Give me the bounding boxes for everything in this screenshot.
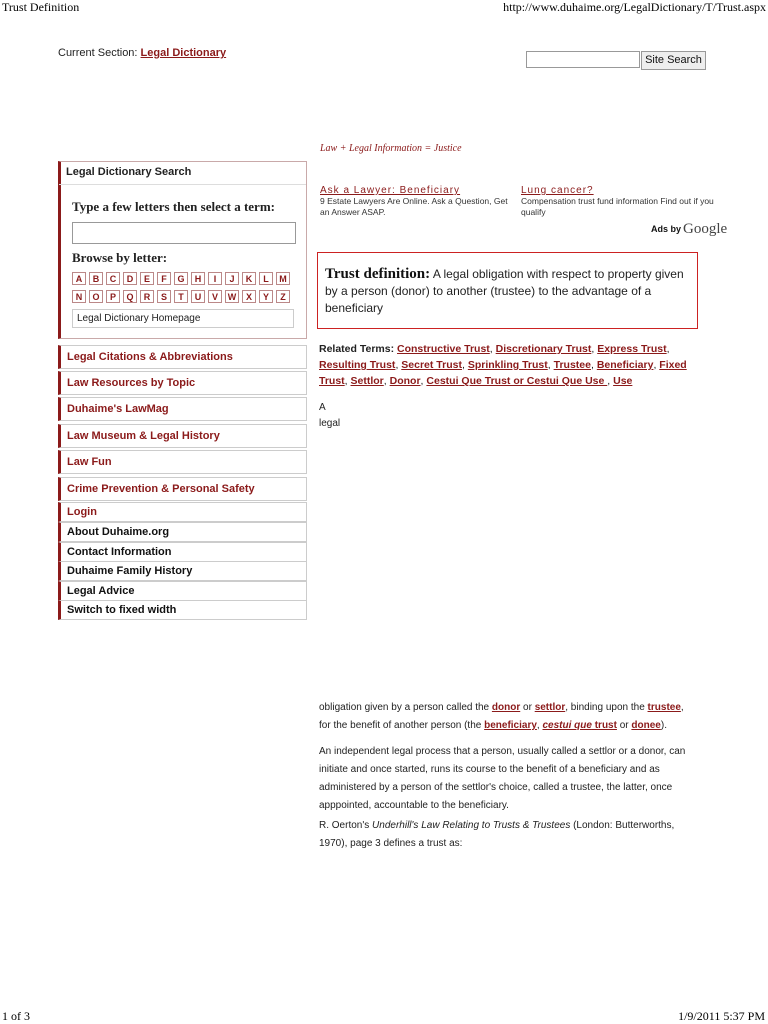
letter-link-n[interactable]: N <box>72 290 86 303</box>
letter-link-x[interactable]: X <box>242 290 256 303</box>
nav-legal-advice[interactable]: Legal Advice <box>58 581 307 601</box>
print-datetime: 1/9/2011 5:37 PM <box>678 1009 765 1023</box>
related-term-link[interactable]: Use <box>613 375 633 387</box>
related-term-link[interactable]: Beneficiary <box>596 359 654 371</box>
related-term-link[interactable]: Fixed Trust <box>319 359 687 387</box>
letter-link-t[interactable]: T <box>174 290 188 303</box>
letter-link-d[interactable]: D <box>123 272 137 285</box>
related-term-link[interactable]: Express Trust <box>597 343 667 355</box>
definition-term: Trust definition: <box>325 266 431 282</box>
type-letters-prompt: Type a few letters then select a term: <box>72 199 275 214</box>
related-term-link[interactable]: Resulting Trust <box>319 359 396 371</box>
current-section-link[interactable]: Legal Dictionary <box>140 47 227 59</box>
book-title: Underhill's Law Relating to Trusts & Trustees <box>372 820 571 831</box>
related-term-link[interactable]: Discretionary Trust <box>495 343 592 355</box>
ad-title[interactable]: Ask a Lawyer: Beneficiary <box>320 185 461 196</box>
letter-link-j[interactable]: J <box>225 272 239 285</box>
body-paragraph-2: An independent legal process that a person, usually called a settlor or a donor, can initiate and once started, runs its course to the benefit of a beneficiary and as administered by a person of the settlor's choice, called a trustee, the latter, once apppointed, accountable to the beneficiary. <box>319 746 686 811</box>
letter-link-u[interactable]: U <box>191 290 205 303</box>
letter-link-q[interactable]: Q <box>123 290 137 303</box>
nav-login[interactable]: Login <box>58 502 307 522</box>
related-terms: Related Terms: Constructive Trust, Discretionary Trust, Express Trust, Resulting Trust, Secret Trust, Sprinkling Trust, Trustee, Beneficiary, Fixed Trust, Settlor, Donor, Cestui Que Trust or Cestui Que Use , Use <box>319 343 687 387</box>
nav-law-fun[interactable]: Law Fun <box>58 450 307 474</box>
related-term-link[interactable]: Cestui Que Trust or Cestui Que Use <box>426 375 608 387</box>
ad-2[interactable] <box>521 185 721 218</box>
text-span: or <box>520 702 535 713</box>
nav-law-museum[interactable]: Law Museum & Legal History <box>58 424 307 448</box>
site-search-input[interactable] <box>526 51 640 68</box>
letter-link-z[interactable]: Z <box>276 290 290 303</box>
text-span: , binding upon the <box>565 702 648 713</box>
nav-fixed-width[interactable]: Switch to fixed width <box>58 600 307 620</box>
ad-text: 9 Estate Lawyers Are Online. Ask a Question, Get an Answer ASAP. <box>320 196 508 217</box>
letter-link-i[interactable]: I <box>208 272 222 285</box>
text-span: R. Oerton's <box>319 820 373 831</box>
nav-lawmag[interactable]: Duhaime's LawMag <box>58 397 307 421</box>
letter-link-k[interactable]: K <box>242 272 256 285</box>
letter-link-s[interactable]: S <box>157 290 171 303</box>
related-term-link[interactable]: Donor <box>389 375 421 387</box>
body-fragment-legal: legal <box>319 418 341 429</box>
text-span: , <box>680 702 684 713</box>
google-logo[interactable]: Google <box>683 221 728 237</box>
current-section-label: Current Section: <box>58 47 138 59</box>
print-page-url: http://www.duhaime.org/LegalDictionary/T/Trust.aspx <box>503 0 766 14</box>
related-term-link[interactable]: Sprinkling Trust <box>467 359 548 371</box>
donee-link[interactable]: donee <box>631 720 661 731</box>
nav-about[interactable]: About Duhaime.org <box>58 522 307 542</box>
trust-link[interactable]: trust <box>591 720 617 731</box>
related-term-link[interactable]: Settlor <box>350 375 384 387</box>
current-section <box>58 47 226 59</box>
letter-link-r[interactable]: R <box>140 290 154 303</box>
tagline: Law + Legal Information = Justice <box>320 143 462 154</box>
site-search-button[interactable]: Site Search <box>641 51 706 70</box>
ad-text: Compensation trust fund information Find out if you qualify <box>521 196 714 217</box>
settlor-link[interactable]: settlor <box>534 702 566 713</box>
divider <box>59 184 306 185</box>
text-span: obligation given by a person called the <box>319 702 492 713</box>
letter-link-l[interactable]: L <box>259 272 273 285</box>
letter-link-f[interactable]: F <box>157 272 171 285</box>
print-page-number: 1 of 3 <box>2 1009 30 1023</box>
text-span: for the benefit of another person (the <box>319 720 485 731</box>
ad-title[interactable]: Lung cancer? <box>521 185 594 196</box>
nav-legal-citations[interactable]: Legal Citations & Abbreviations <box>58 345 307 369</box>
letter-link-y[interactable]: Y <box>259 290 273 303</box>
body-paragraph-1 <box>319 699 704 735</box>
letter-link-g[interactable]: G <box>174 272 188 285</box>
body-fragment-a: A <box>319 402 326 413</box>
nav-crime-prevention[interactable]: Crime Prevention & Personal Safety <box>58 477 307 501</box>
definition-body: A legal obligation with respect to property given by a person (donor) to another (trustee) to the advantage of a beneficiary <box>325 267 684 315</box>
related-term-link[interactable]: Trustee <box>553 359 591 371</box>
beneficiary-link[interactable]: beneficiary <box>484 720 537 731</box>
nav-family-history[interactable]: Duhaime Family History <box>58 561 307 581</box>
text-span: ). <box>660 720 667 731</box>
letter-link-o[interactable]: O <box>89 290 103 303</box>
ads-by-label: Ads by <box>651 224 682 234</box>
body-paragraph-3 <box>319 817 704 853</box>
letter-link-w[interactable]: W <box>225 290 239 303</box>
nav-law-resources[interactable]: Law Resources by Topic <box>58 371 307 395</box>
donor-link[interactable]: donor <box>491 702 521 713</box>
trustee-link[interactable]: trustee <box>647 702 681 713</box>
text-span: , <box>536 720 543 731</box>
letter-link-p[interactable]: P <box>106 290 120 303</box>
related-terms-label: Related Terms: <box>319 343 395 355</box>
text-span: (London: Butterworths, 1970), page 3 defines a trust as: <box>319 820 675 849</box>
letter-link-b[interactable]: B <box>89 272 103 285</box>
browse-by-letter-label: Browse by letter: <box>72 250 168 265</box>
letter-link-v[interactable]: V <box>208 290 222 303</box>
dictionary-homepage-link[interactable]: Legal Dictionary Homepage <box>72 309 294 328</box>
print-page-title: Trust Definition <box>2 0 80 14</box>
text-span: or <box>616 720 632 731</box>
cestui-que-link[interactable]: cestui que <box>542 720 592 731</box>
letter-link-m[interactable]: M <box>276 272 290 285</box>
ad-1[interactable] <box>320 185 515 218</box>
term-search-input[interactable] <box>72 222 296 244</box>
nav-contact[interactable]: Contact Information <box>58 542 307 562</box>
related-term-link[interactable]: Secret Trust <box>401 359 462 371</box>
letter-link-a[interactable]: A <box>72 272 86 285</box>
letter-link-c[interactable]: C <box>106 272 120 285</box>
dictionary-search-title: Legal Dictionary Search <box>66 166 192 178</box>
letter-link-e[interactable]: E <box>140 272 154 285</box>
definition-text <box>325 266 689 317</box>
related-term-link[interactable]: Constructive Trust <box>397 343 490 355</box>
letter-link-h[interactable]: H <box>191 272 205 285</box>
